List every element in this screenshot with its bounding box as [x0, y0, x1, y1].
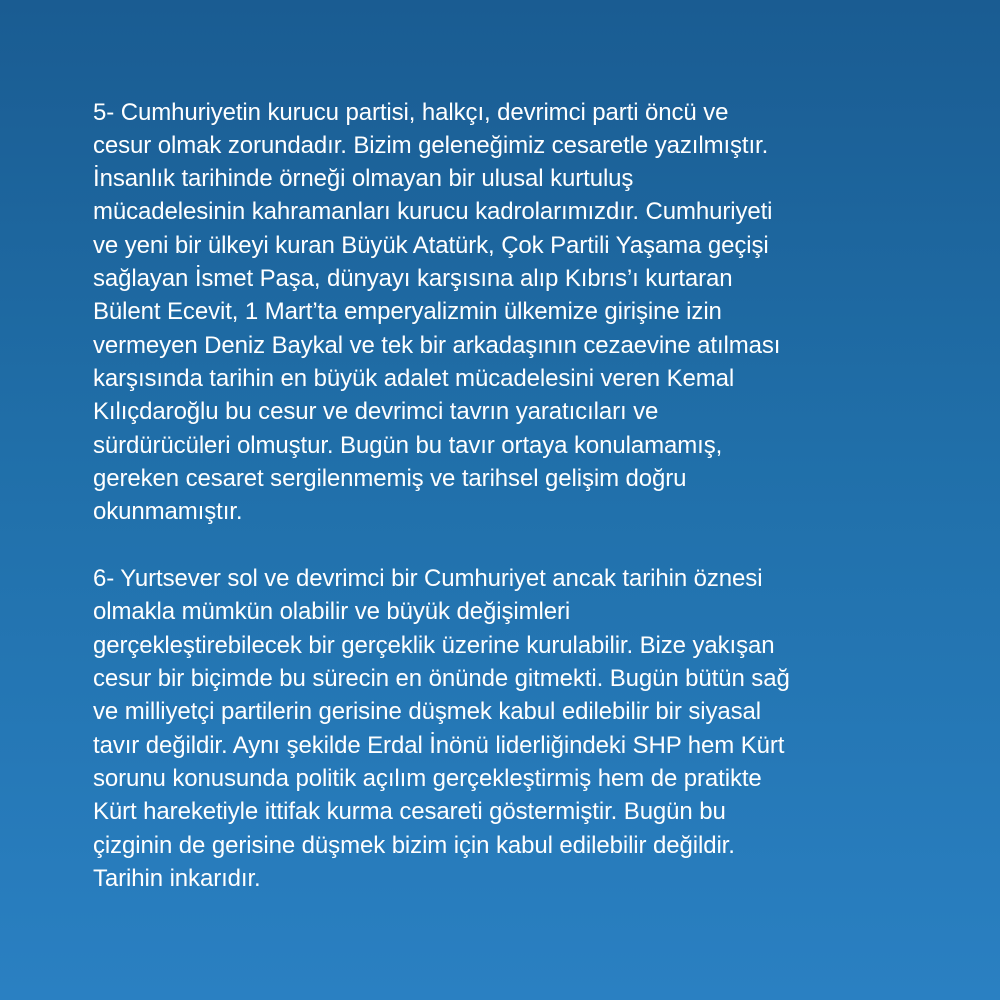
text-line: gereken cesaret sergilenmemiş ve tarihsel gelişim doğru: [93, 465, 687, 492]
text-line: vermeyen Deniz Baykal ve tek bir arkadaşının cezaevine atılması: [93, 332, 781, 359]
text-line: ve yeni bir ülkeyi kuran Büyük Atatürk, Çok Partili Yaşama geçişi: [93, 232, 769, 259]
text-line: mücadelesinin kahramanları kurucu kadrolarımızdır. Cumhuriyeti: [93, 198, 773, 225]
text-line: tavır değildir. Aynı şekilde Erdal İnönü liderliğindeki SHP hem Kürt: [93, 732, 785, 759]
text-line: Kürt hareketiyle ittifak kurma cesareti göstermiştir. Bugün bu: [93, 798, 726, 825]
text-line: sürdürücüleri olmuştur. Bugün bu tavır ortaya konulamamış,: [93, 432, 723, 459]
text-line: okunmamıştır.: [93, 498, 243, 525]
text-line: Bülent Ecevit, 1 Mart’ta emperyalizmin ülkemize girişine izin: [93, 298, 722, 325]
text-line: ve milliyetçi partilerin gerisine düşmek kabul edilebilir bir siyasal: [93, 698, 762, 725]
text-line: gerçekleştirebilecek bir gerçeklik üzerine kurulabilir. Bize yakışan: [93, 632, 775, 659]
text-line: cesur bir biçimde bu sürecin en önünde gitmekti. Bugün bütün sağ: [93, 665, 790, 692]
text-line: Tarihin inkarıdır.: [93, 865, 261, 892]
text-line: sorunu konusunda politik açılım gerçekleştirmiş hem de pratikte: [93, 765, 762, 792]
text-line: Kılıçdaroğlu bu cesur ve devrimci tavrın yaratıcıları ve: [93, 398, 659, 425]
text-line: olmakla mümkün olabilir ve büyük değişimleri: [93, 598, 571, 625]
text-line: karşısında tarihin en büyük adalet mücadelesini veren Kemal: [93, 365, 735, 392]
text-line: İnsanlık tarihinde örneği olmayan bir ulusal kurtuluş: [93, 165, 634, 192]
text-line: çizginin de gerisine düşmek bizim için kabul edilebilir değildir.: [93, 832, 735, 859]
text-line: 6- Yurtsever sol ve devrimci bir Cumhuriyet ancak tarihin öznesi: [93, 565, 763, 592]
text-line: sağlayan İsmet Paşa, dünyayı karşısına alıp Kıbrıs’ı kurtaran: [93, 265, 733, 292]
text-line: 5- Cumhuriyetin kurucu partisi, halkçı, devrimci parti öncü ve: [93, 99, 729, 126]
text-line: cesur olmak zorundadır. Bizim geleneğimiz cesaretle yazılmıştır.: [93, 132, 769, 159]
